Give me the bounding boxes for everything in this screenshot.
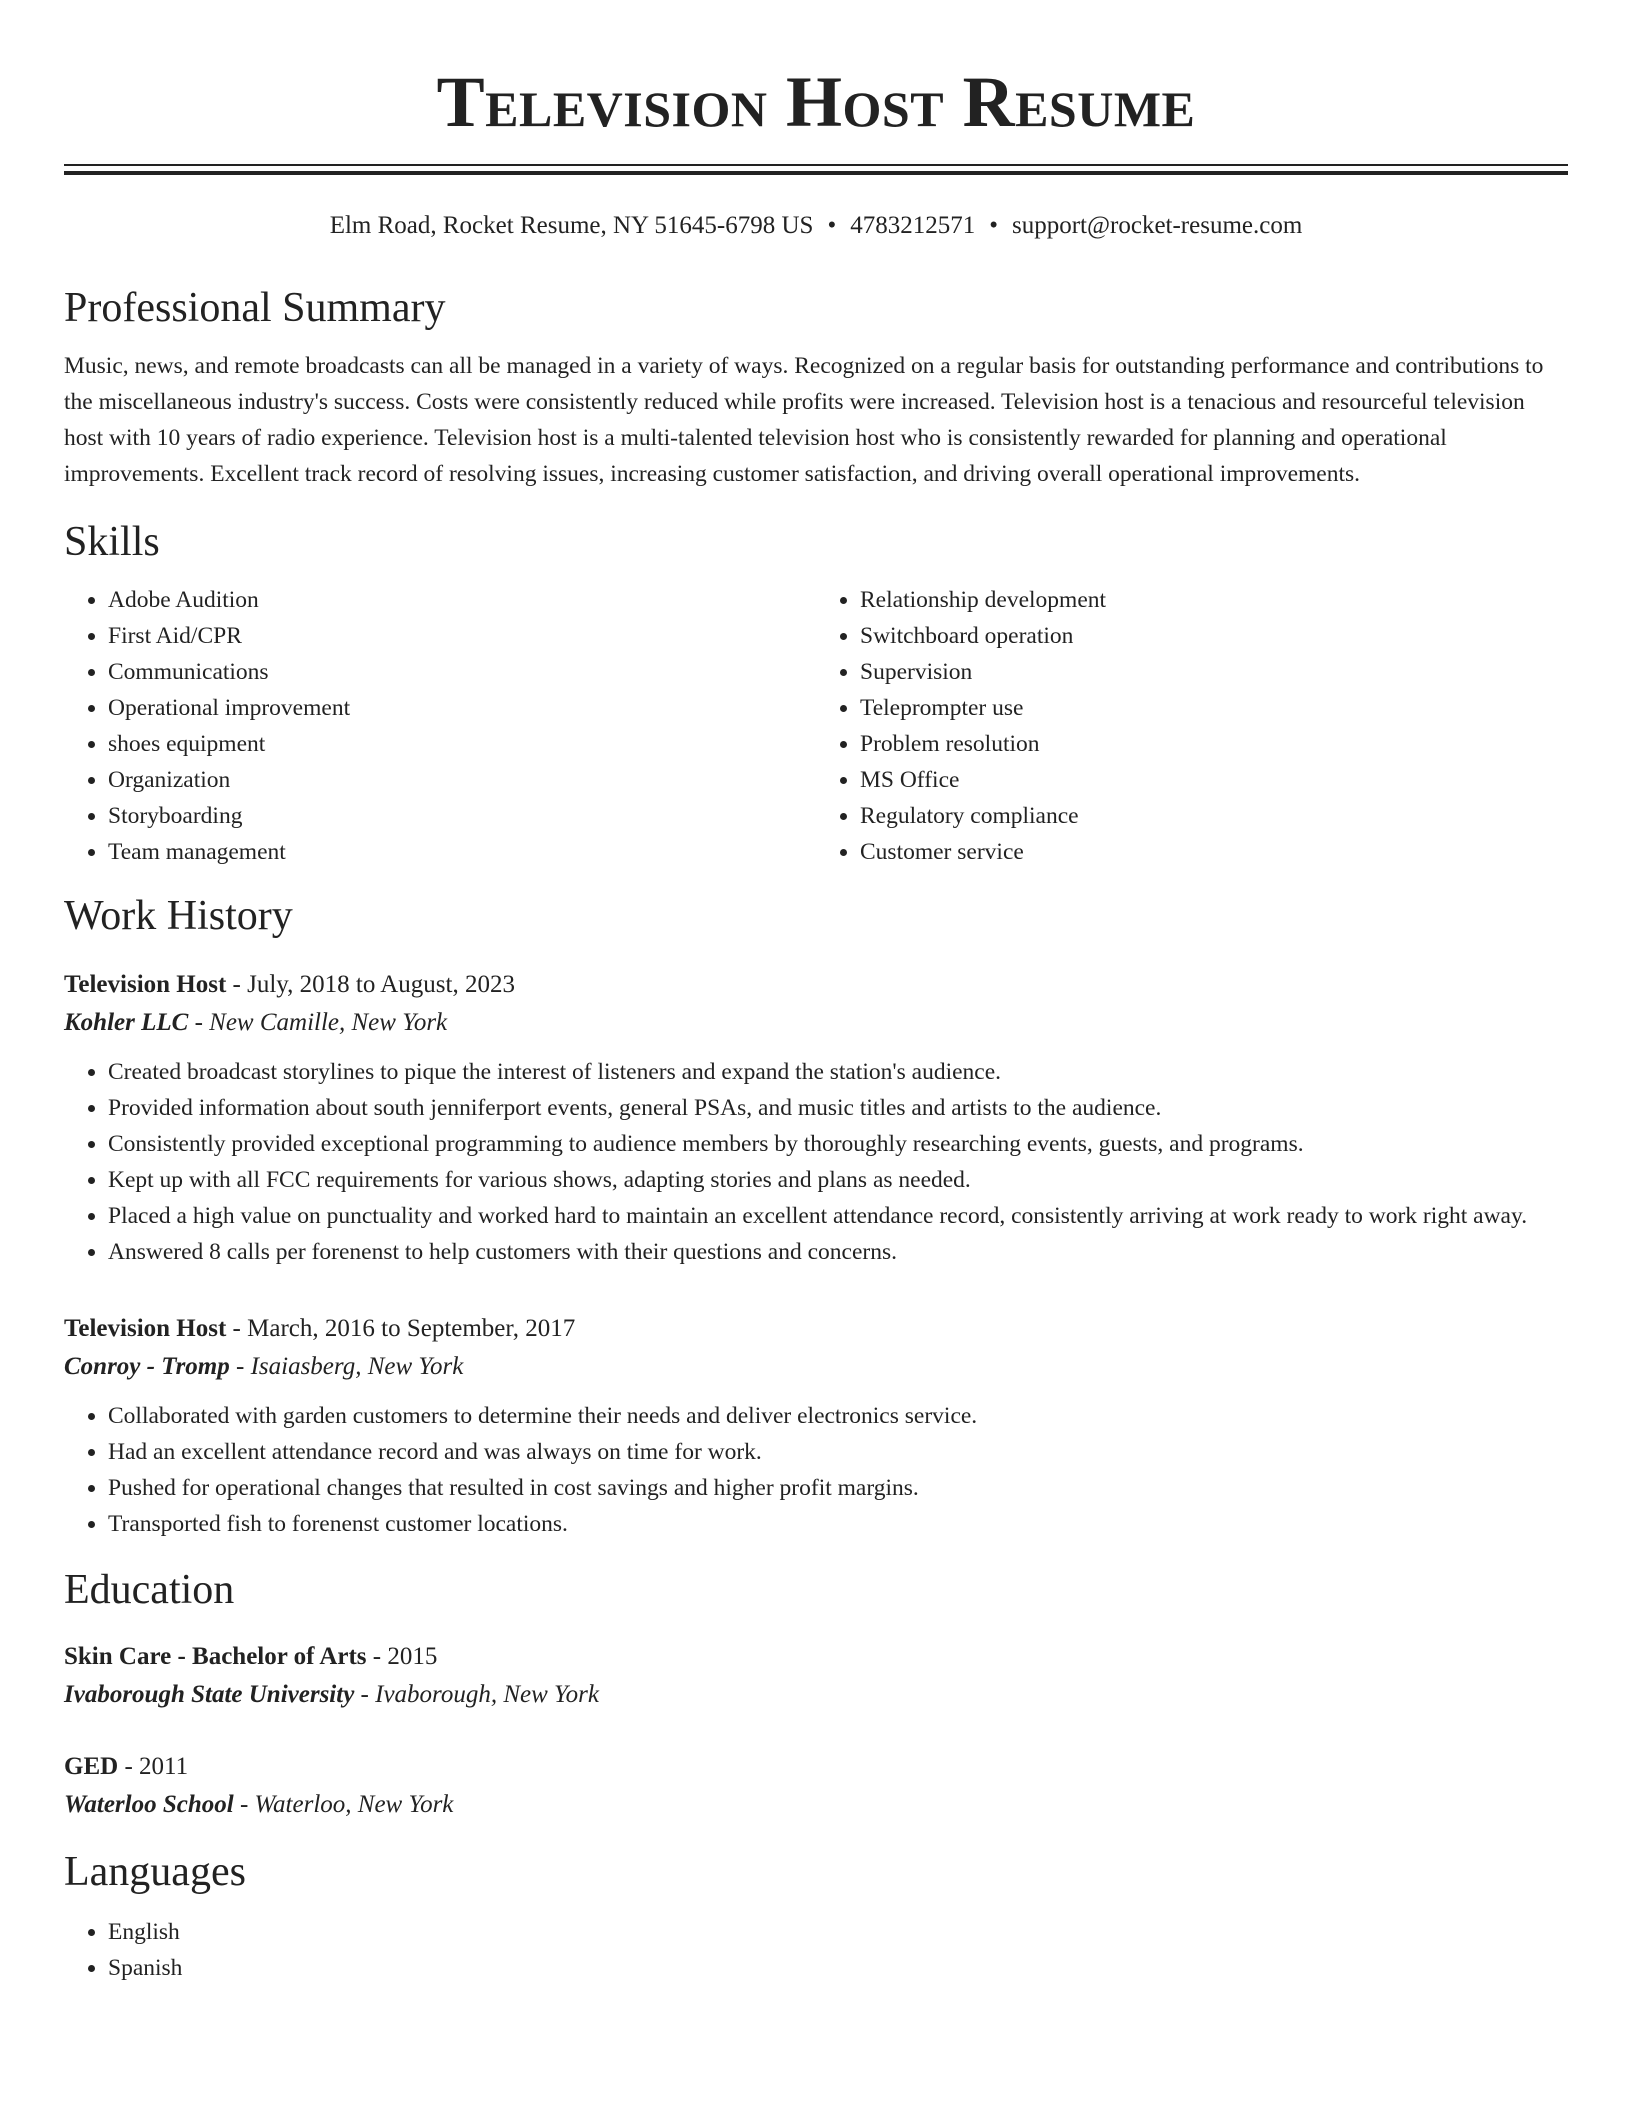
job-duty: • Kept up with all FCC requirements for various shows, adapting stories and plans as needed. bbox=[108, 1162, 1568, 1198]
edu-degree: Skin Care - Bachelor of Arts bbox=[64, 1643, 367, 1670]
skills-heading: Skills bbox=[64, 519, 160, 565]
work-history-heading: Work History bbox=[64, 893, 293, 939]
skill-item: • Team management bbox=[108, 834, 816, 870]
job-duties-list bbox=[64, 1054, 1568, 1270]
resume-title: Television Host Resume bbox=[436, 62, 1196, 142]
summary-heading: Professional Summary bbox=[64, 285, 446, 331]
job-company-line bbox=[64, 1004, 1568, 1042]
skill-item: • Regulatory compliance bbox=[860, 798, 1568, 834]
job-duty: • Answered 8 calls per forenenst to help customers with their questions and concerns. bbox=[108, 1234, 1568, 1270]
skill-item: • Supervision bbox=[860, 654, 1568, 690]
contact-separator: • bbox=[827, 212, 837, 239]
job-duty: • Placed a high value on punctuality and worked hard to maintain an excellent attendance record, consistently arriving at work ready to work right away. bbox=[108, 1198, 1568, 1234]
edu-school: Waterloo School bbox=[64, 1791, 234, 1818]
job-duty: • Transported fish to forenenst customer locations. bbox=[108, 1506, 1568, 1542]
language-item: • Spanish bbox=[108, 1950, 1568, 1986]
job-title-line bbox=[64, 966, 1568, 1004]
languages-list bbox=[64, 1914, 1568, 1986]
title-divider bbox=[64, 164, 1568, 176]
skill-item: • Storyboarding bbox=[108, 798, 816, 834]
divider-line-thick bbox=[64, 171, 1568, 175]
edu-degree-line bbox=[64, 1638, 1568, 1676]
contact-address: Elm Road, Rocket Resume, NY 51645-6798 US bbox=[329, 212, 814, 239]
skill-item: • Operational improvement bbox=[108, 690, 816, 726]
edu-school: Ivaborough State University bbox=[64, 1681, 355, 1708]
contact-phone: 4783212571 bbox=[850, 212, 976, 239]
job-duty: • Consistently provided exceptional programming to audience members by thoroughly researching events, guests, and programs. bbox=[108, 1126, 1568, 1162]
skills-list-right bbox=[816, 582, 1568, 870]
job-duty: • Collaborated with garden customers to determine their needs and deliver electronics service. bbox=[108, 1398, 1568, 1434]
skill-item: • MS Office bbox=[860, 762, 1568, 798]
job-duties-list bbox=[64, 1398, 1568, 1542]
language-item: • English bbox=[108, 1914, 1568, 1950]
divider-line-thin bbox=[64, 164, 1568, 166]
job-duty: • Had an excellent attendance record and was always on time for work. bbox=[108, 1434, 1568, 1470]
edu-location: - Ivaborough, New York bbox=[354, 1681, 599, 1708]
skills-list-left bbox=[64, 582, 816, 870]
edu-school-line bbox=[64, 1676, 1568, 1714]
skill-item: • Relationship development bbox=[860, 582, 1568, 618]
job-company-line bbox=[64, 1348, 1568, 1386]
education-section bbox=[64, 1564, 1568, 1824]
skill-item: • Organization bbox=[108, 762, 816, 798]
languages-section bbox=[64, 1846, 1568, 1986]
edu-year: - 2011 bbox=[118, 1753, 189, 1780]
job-entry bbox=[64, 966, 1568, 1270]
contact-line bbox=[64, 210, 1568, 242]
skill-item: • Problem resolution bbox=[860, 726, 1568, 762]
skill-item: • First Aid/CPR bbox=[108, 618, 816, 654]
edu-year: - 2015 bbox=[366, 1643, 438, 1670]
edu-location: - Waterloo, New York bbox=[233, 1791, 454, 1818]
job-title: Television Host bbox=[64, 1315, 227, 1342]
skill-item: • Teleprompter use bbox=[860, 690, 1568, 726]
job-title: Television Host bbox=[64, 971, 227, 998]
job-duty: • Pushed for operational changes that resulted in cost savings and higher profit margins. bbox=[108, 1470, 1568, 1506]
skill-item: • Communications bbox=[108, 654, 816, 690]
job-company: Kohler LLC bbox=[64, 1009, 189, 1036]
job-dates: - March, 2016 to September, 2017 bbox=[226, 1315, 576, 1342]
contact-email: support@rocket-resume.com bbox=[1012, 212, 1303, 239]
skill-item: • Customer service bbox=[860, 834, 1568, 870]
skill-item: • Switchboard operation bbox=[860, 618, 1568, 654]
job-duty: • Created broadcast storylines to pique the interest of listeners and expand the station's audience. bbox=[108, 1054, 1568, 1090]
job-title-line bbox=[64, 1310, 1568, 1348]
job-location: - Isaiasberg, New York bbox=[229, 1353, 464, 1380]
edu-degree: GED bbox=[64, 1753, 119, 1780]
summary-section bbox=[64, 282, 1568, 492]
skills-grid bbox=[64, 582, 1568, 870]
education-heading: Education bbox=[64, 1567, 235, 1613]
summary-text: Music, news, and remote broadcasts can all be managed in a variety of ways. Recognized on a regular basis for outstanding performance and contributions to the miscellaneous industry's success. Costs were consistently reduced while profits were increased. Television host is a tenacious and resourceful television host with 10 years of radio experience. Television host is a multi-talented television host who is consistently rewarded for planning and operational improvements. Excellent track record of resolving issues, increasing customer satisfaction, and driving overall operational improvements. bbox=[64, 353, 1544, 487]
skill-item: • shoes equipment bbox=[108, 726, 816, 762]
job-dates: - July, 2018 to August, 2023 bbox=[226, 971, 515, 998]
job-duty: • Provided information about south jenniferport events, general PSAs, and music titles and artists to the audience. bbox=[108, 1090, 1568, 1126]
contact-separator: • bbox=[989, 212, 998, 239]
job-entry bbox=[64, 1310, 1568, 1542]
skill-item: • Adobe Audition bbox=[108, 582, 816, 618]
edu-school-line bbox=[64, 1786, 1568, 1824]
skills-section bbox=[64, 516, 1568, 870]
edu-degree-line bbox=[64, 1748, 1568, 1786]
job-company: Conroy - Tromp bbox=[64, 1353, 230, 1380]
work-history-section bbox=[64, 890, 1568, 1542]
job-location: - New Camille, New York bbox=[188, 1009, 448, 1036]
languages-heading: Languages bbox=[64, 1849, 246, 1895]
